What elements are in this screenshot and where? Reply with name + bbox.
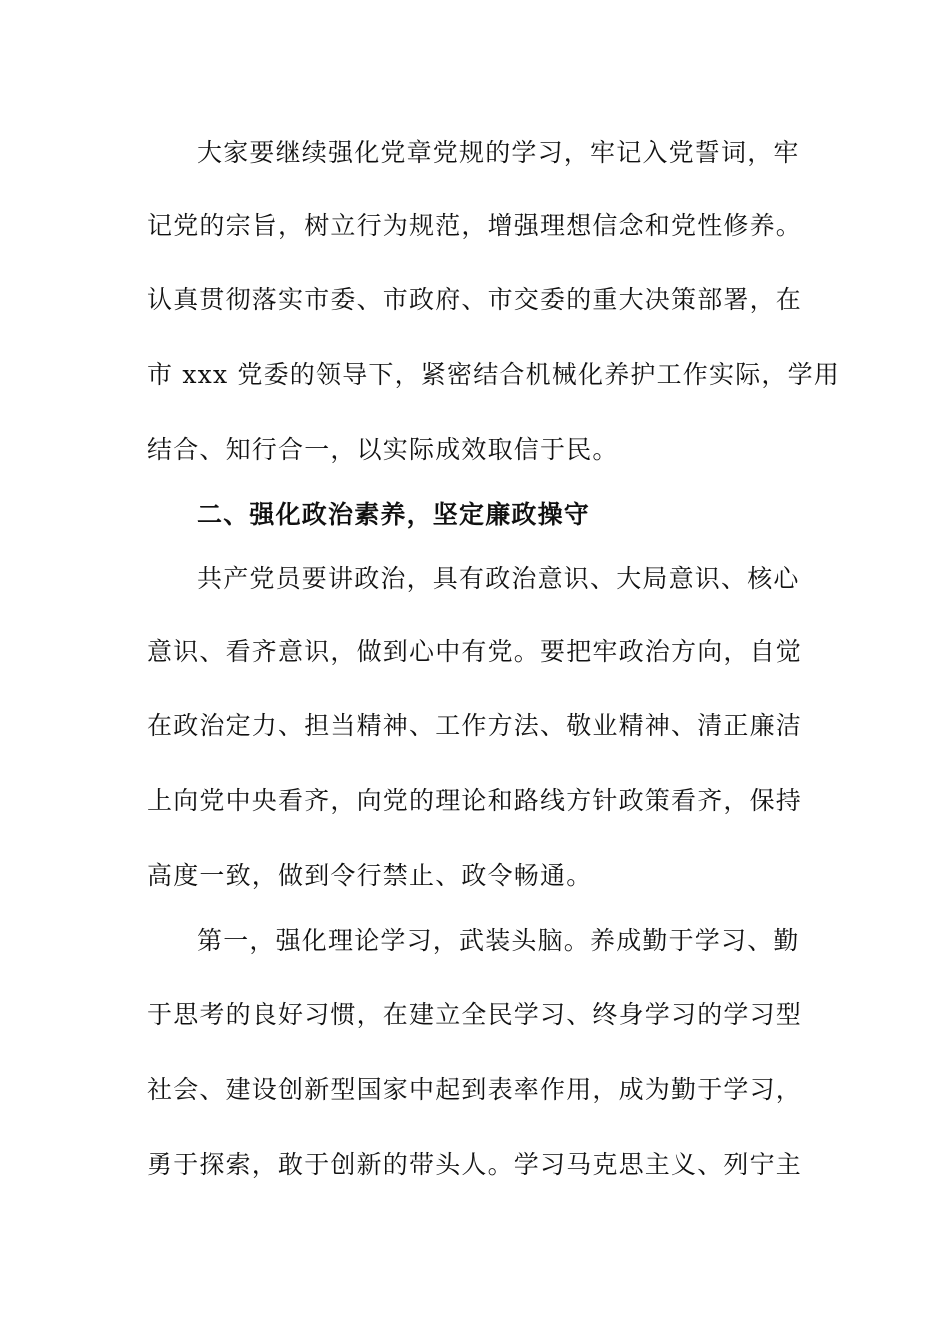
paragraph-line: 高度一致，做到令行禁止、政令畅通。 bbox=[147, 861, 593, 890]
paragraph-line: 勇于探索，敢于创新的带头人。学习马克思主义、列宁主 bbox=[147, 1150, 803, 1179]
paragraph-line: 上向党中央看齐，向党的理论和路线方针政策看齐，保持 bbox=[147, 786, 803, 815]
paragraph-line: 于思考的良好习惯，在建立全民学习、终身学习的学习型 bbox=[147, 1000, 803, 1029]
paragraph-line: 第一，强化理论学习，武装头脑。养成勤于学习、勤 bbox=[197, 926, 800, 955]
paragraph-line: 市 xxx 党委的领导下，紧密结合机械化养护工作实际，学用 bbox=[147, 360, 840, 389]
paragraph-line: 社会、建设创新型国家中起到表率作用，成为勤于学习， bbox=[147, 1075, 803, 1104]
paragraph-line: 结合、知行合一，以实际成效取信于民。 bbox=[147, 435, 619, 464]
paragraph-line: 大家要继续强化党章党规的学习，牢记入党誓词，牢 bbox=[197, 138, 800, 167]
section-heading: 二、强化政治素养，坚定廉政操守 bbox=[197, 500, 591, 529]
paragraph-line: 认真贯彻落实市委、市政府、市交委的重大决策部署，在 bbox=[147, 285, 803, 314]
paragraph-line: 意识、看齐意识，做到心中有党。要把牢政治方向，自觉 bbox=[147, 637, 803, 666]
paragraph-line: 共产党员要讲政治，具有政治意识、大局意识、核心 bbox=[197, 564, 800, 593]
paragraph-line: 在政治定力、担当精神、工作方法、敬业精神、清正廉洁 bbox=[147, 711, 803, 740]
paragraph-line: 记党的宗旨，树立行为规范，增强理想信念和党性修养。 bbox=[147, 211, 803, 240]
